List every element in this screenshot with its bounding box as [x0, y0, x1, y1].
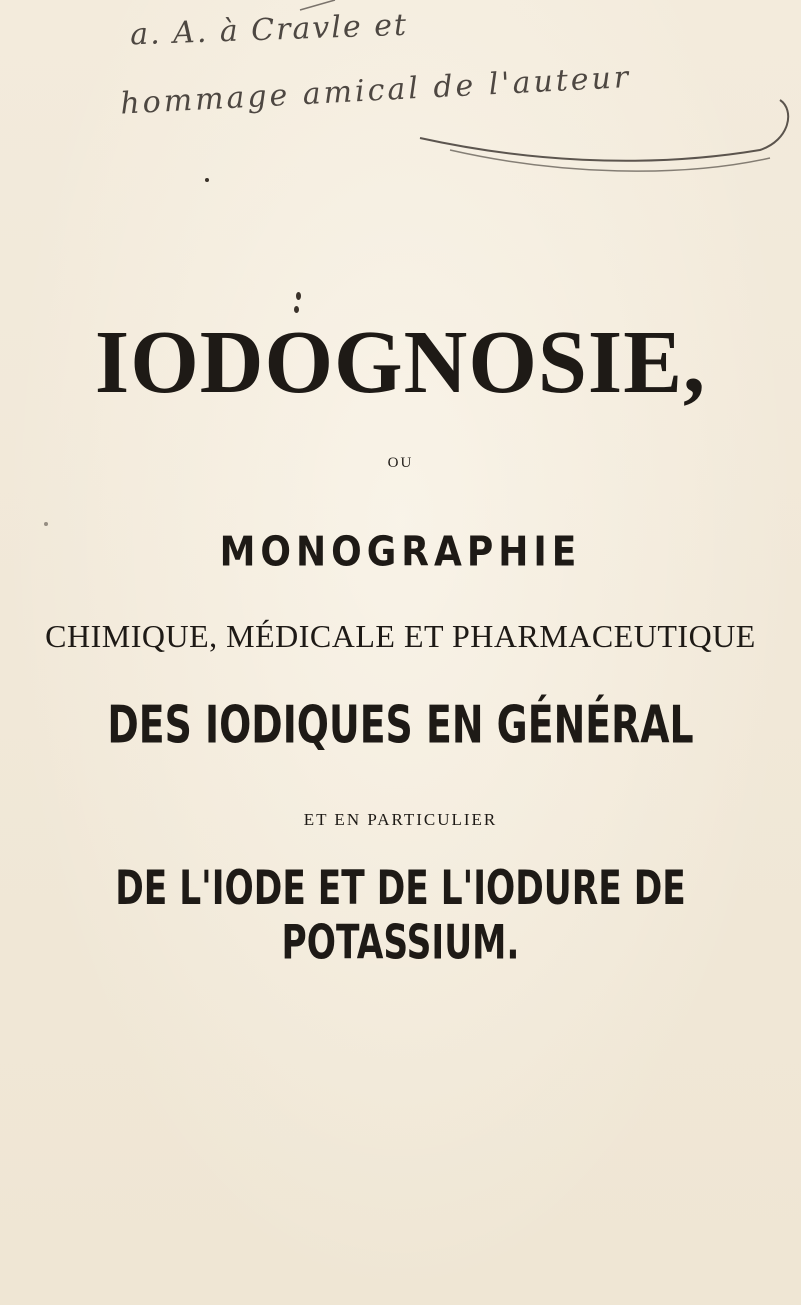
subtitle-iode-potassium: DE L'IODE ET DE L'IODURE DE POTASSIUM.: [115, 861, 686, 971]
ink-speck: [294, 306, 299, 313]
ink-speck: [205, 178, 209, 182]
page-title: IODOGNOSIE,: [94, 313, 707, 412]
subtitle-particulier: ET EN PARTICULIER: [303, 810, 498, 829]
handwritten-inscription: [0, 0, 801, 200]
subtitle-iodiques: DES IODIQUES EN GÉNÉRAL: [107, 695, 694, 756]
inscription-flourish-icon: [0, 0, 801, 200]
inscription-line-1: a. A. à Cravle et: [129, 7, 409, 53]
subtitle-chimique: CHIMIQUE, MÉDICALE ET PHARMACEUTIQUE: [45, 618, 756, 654]
subtitle-monographie: MONOGRAPHIE: [219, 528, 582, 577]
inscription-line-2: hommage amical de l'auteur: [119, 59, 633, 122]
connector-ou: OU: [387, 455, 414, 471]
ink-speck: [296, 292, 301, 300]
ink-speck: [44, 522, 48, 526]
